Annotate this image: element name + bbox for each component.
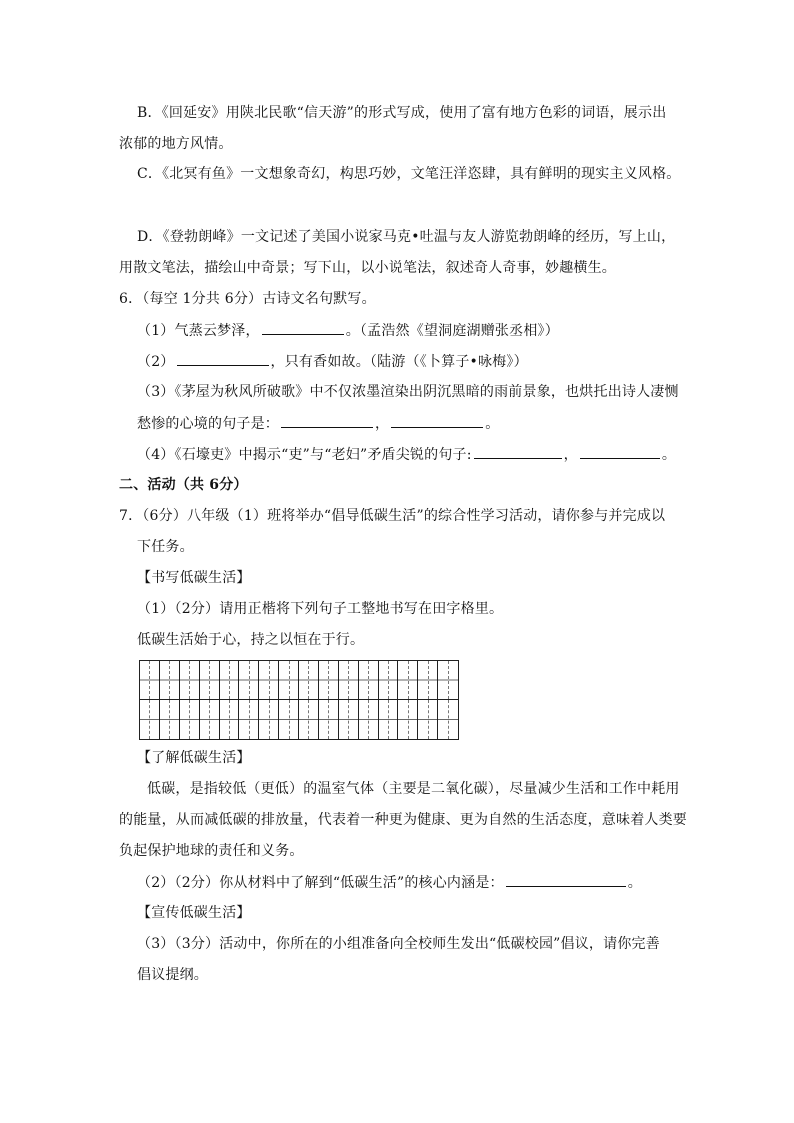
grid-cell[interactable] (319, 700, 339, 739)
grid-cell[interactable] (418, 700, 438, 739)
q6-item2-label: （2） (137, 354, 175, 370)
grid-cell[interactable] (239, 661, 259, 700)
q6-item2-text: ，只有香如故。（陆游（《卜算子•咏梅》） (270, 354, 528, 370)
grid-cell[interactable] (160, 661, 180, 700)
grid-cell[interactable] (339, 700, 359, 739)
q6-blank-1[interactable] (262, 320, 344, 335)
q6-blank-6[interactable] (580, 444, 660, 459)
grid-cell[interactable] (398, 700, 418, 739)
q6-item4 (137, 444, 676, 465)
q6-item4-text: （4）《石壕吏》中揭示“吏”与“老妇”矛盾尖锐的句子: (137, 447, 472, 463)
grid-cell[interactable] (259, 661, 279, 700)
q7-task2-end: 。 (627, 875, 642, 891)
grid-cell[interactable] (180, 661, 200, 700)
q7-task3-line2: 倡议提纲。 (137, 967, 208, 983)
grid-cell[interactable] (379, 661, 399, 700)
q6-blank-2[interactable] (177, 351, 269, 366)
q6-blank-5[interactable] (474, 444, 562, 459)
grid-cell[interactable] (259, 700, 279, 739)
grid-cell[interactable] (160, 700, 180, 739)
grid-cell[interactable] (299, 700, 319, 739)
grid-cell[interactable] (279, 700, 299, 739)
q7-heading-understanding: 【了解低碳生活】 (137, 750, 251, 766)
grid-cell[interactable] (398, 661, 418, 700)
q6-item3-comma: ， (375, 416, 390, 432)
grid-cell[interactable] (418, 661, 438, 700)
grid-cell[interactable] (180, 700, 200, 739)
q7-task1: （1）（2分）请用正楷将下列句子工整地书写在田字格里。 (137, 601, 504, 617)
q6-blank-3[interactable] (281, 413, 373, 428)
grid-cell[interactable] (359, 700, 379, 739)
q7-paragraph-line1: 低碳，是指较低（更低）的温室气体（主要是二氧化碳），尽量减少生活和工作中耗用 (147, 781, 680, 797)
q6-item1 (137, 320, 559, 341)
q5-option-c: C．《北冥有鱼》一文想象奇幻，构思巧妙，文笔汪洋恣肆，具有鲜明的现实主义风格。 (137, 166, 681, 182)
q6-item2 (137, 351, 528, 372)
q5-option-d-line1: D．《登勃朗峰》一文记述了美国小说家马克•吐温与友人游览勃朗峰的经历，写上山， (137, 229, 676, 245)
q6-blank-4[interactable] (391, 413, 483, 428)
grid-cell[interactable] (379, 700, 399, 739)
q7-intro-line1: 7．（6分）八年级（1）班将举办“倡导低碳生活”的综合性学习活动，请你参与并完成以 (119, 508, 666, 524)
q7-sentence: 低碳生活始于心，持之以恒在于行。 (137, 632, 365, 648)
grid-cell[interactable] (299, 661, 319, 700)
q5-option-d-line2: 用散文笔法，描绘山中奇景；写下山，以小说笔法，叙述奇人奇事，妙趣横生。 (119, 260, 616, 276)
grid-cell[interactable] (140, 700, 160, 739)
section-2-title: 二、活动（共 6分） (119, 477, 248, 493)
q6-item4-end: 。 (661, 447, 677, 463)
grid-cell[interactable] (239, 700, 259, 739)
grid-cell[interactable] (140, 661, 160, 700)
grid-cell[interactable] (279, 661, 299, 700)
q6-item3-line2 (137, 413, 499, 434)
q5-option-b-line1: B．《回延安》用陕北民歌“信天游”的形式写成，使用了富有地方色彩的词语，展示出 (137, 105, 667, 121)
q7-heading-writing: 【书写低碳生活】 (137, 570, 251, 586)
grid-cell[interactable] (438, 700, 458, 739)
q7-paragraph-line3: 负起保护地球的责任和义务。 (119, 843, 304, 859)
q6-item3-line1: （3）《茅屋为秋风所破歌》中不仅浓墨渲染出阴沉黑暗的雨前景象，也烘托出诗人凄恻 (137, 384, 679, 400)
q7-paragraph-line2: 的能量，从而减低碳的排放量，代表着一种更为健康、更为自然的生活态度，意味着人类要 (119, 812, 687, 828)
q6-title: 6．（每空 1分共 6分）古诗文名句默写。 (119, 291, 376, 307)
grid-cell[interactable] (200, 661, 220, 700)
q6-item1-text: （1）气蒸云梦泽， (137, 323, 260, 339)
q7-task2 (137, 872, 642, 893)
q6-item1-source: 。（孟浩然《望洞庭湖赠张丞相》） (345, 323, 559, 339)
writing-grid[interactable] (139, 660, 459, 740)
q7-intro-line2: 下任务。 (137, 539, 194, 555)
q7-task3-line1: （3）（3分）活动中，你所在的小组准备向全校师生发出“低碳校园”倡议，请你完善 (137, 936, 660, 952)
grid-cell[interactable] (339, 661, 359, 700)
q7-heading-promotion: 【宣传低碳生活】 (137, 905, 251, 921)
q7-blank-core-meaning[interactable] (506, 872, 626, 887)
grid-cell[interactable] (220, 661, 240, 700)
q6-item3-end: 。 (485, 416, 500, 432)
grid-cell[interactable] (200, 700, 220, 739)
q6-item3-text: 愁惨的心境的句子是： (137, 416, 279, 432)
grid-cell[interactable] (319, 661, 339, 700)
grid-cell[interactable] (359, 661, 379, 700)
q6-item4-comma: ， (563, 447, 578, 463)
grid-cell[interactable] (438, 661, 458, 700)
q7-task2-text: （2）（2分）你从材料中了解到“低碳生活”的核心内涵是： (137, 875, 504, 891)
q5-option-b-line2: 浓郁的地方风情。 (119, 136, 233, 152)
grid-cell[interactable] (220, 700, 240, 739)
